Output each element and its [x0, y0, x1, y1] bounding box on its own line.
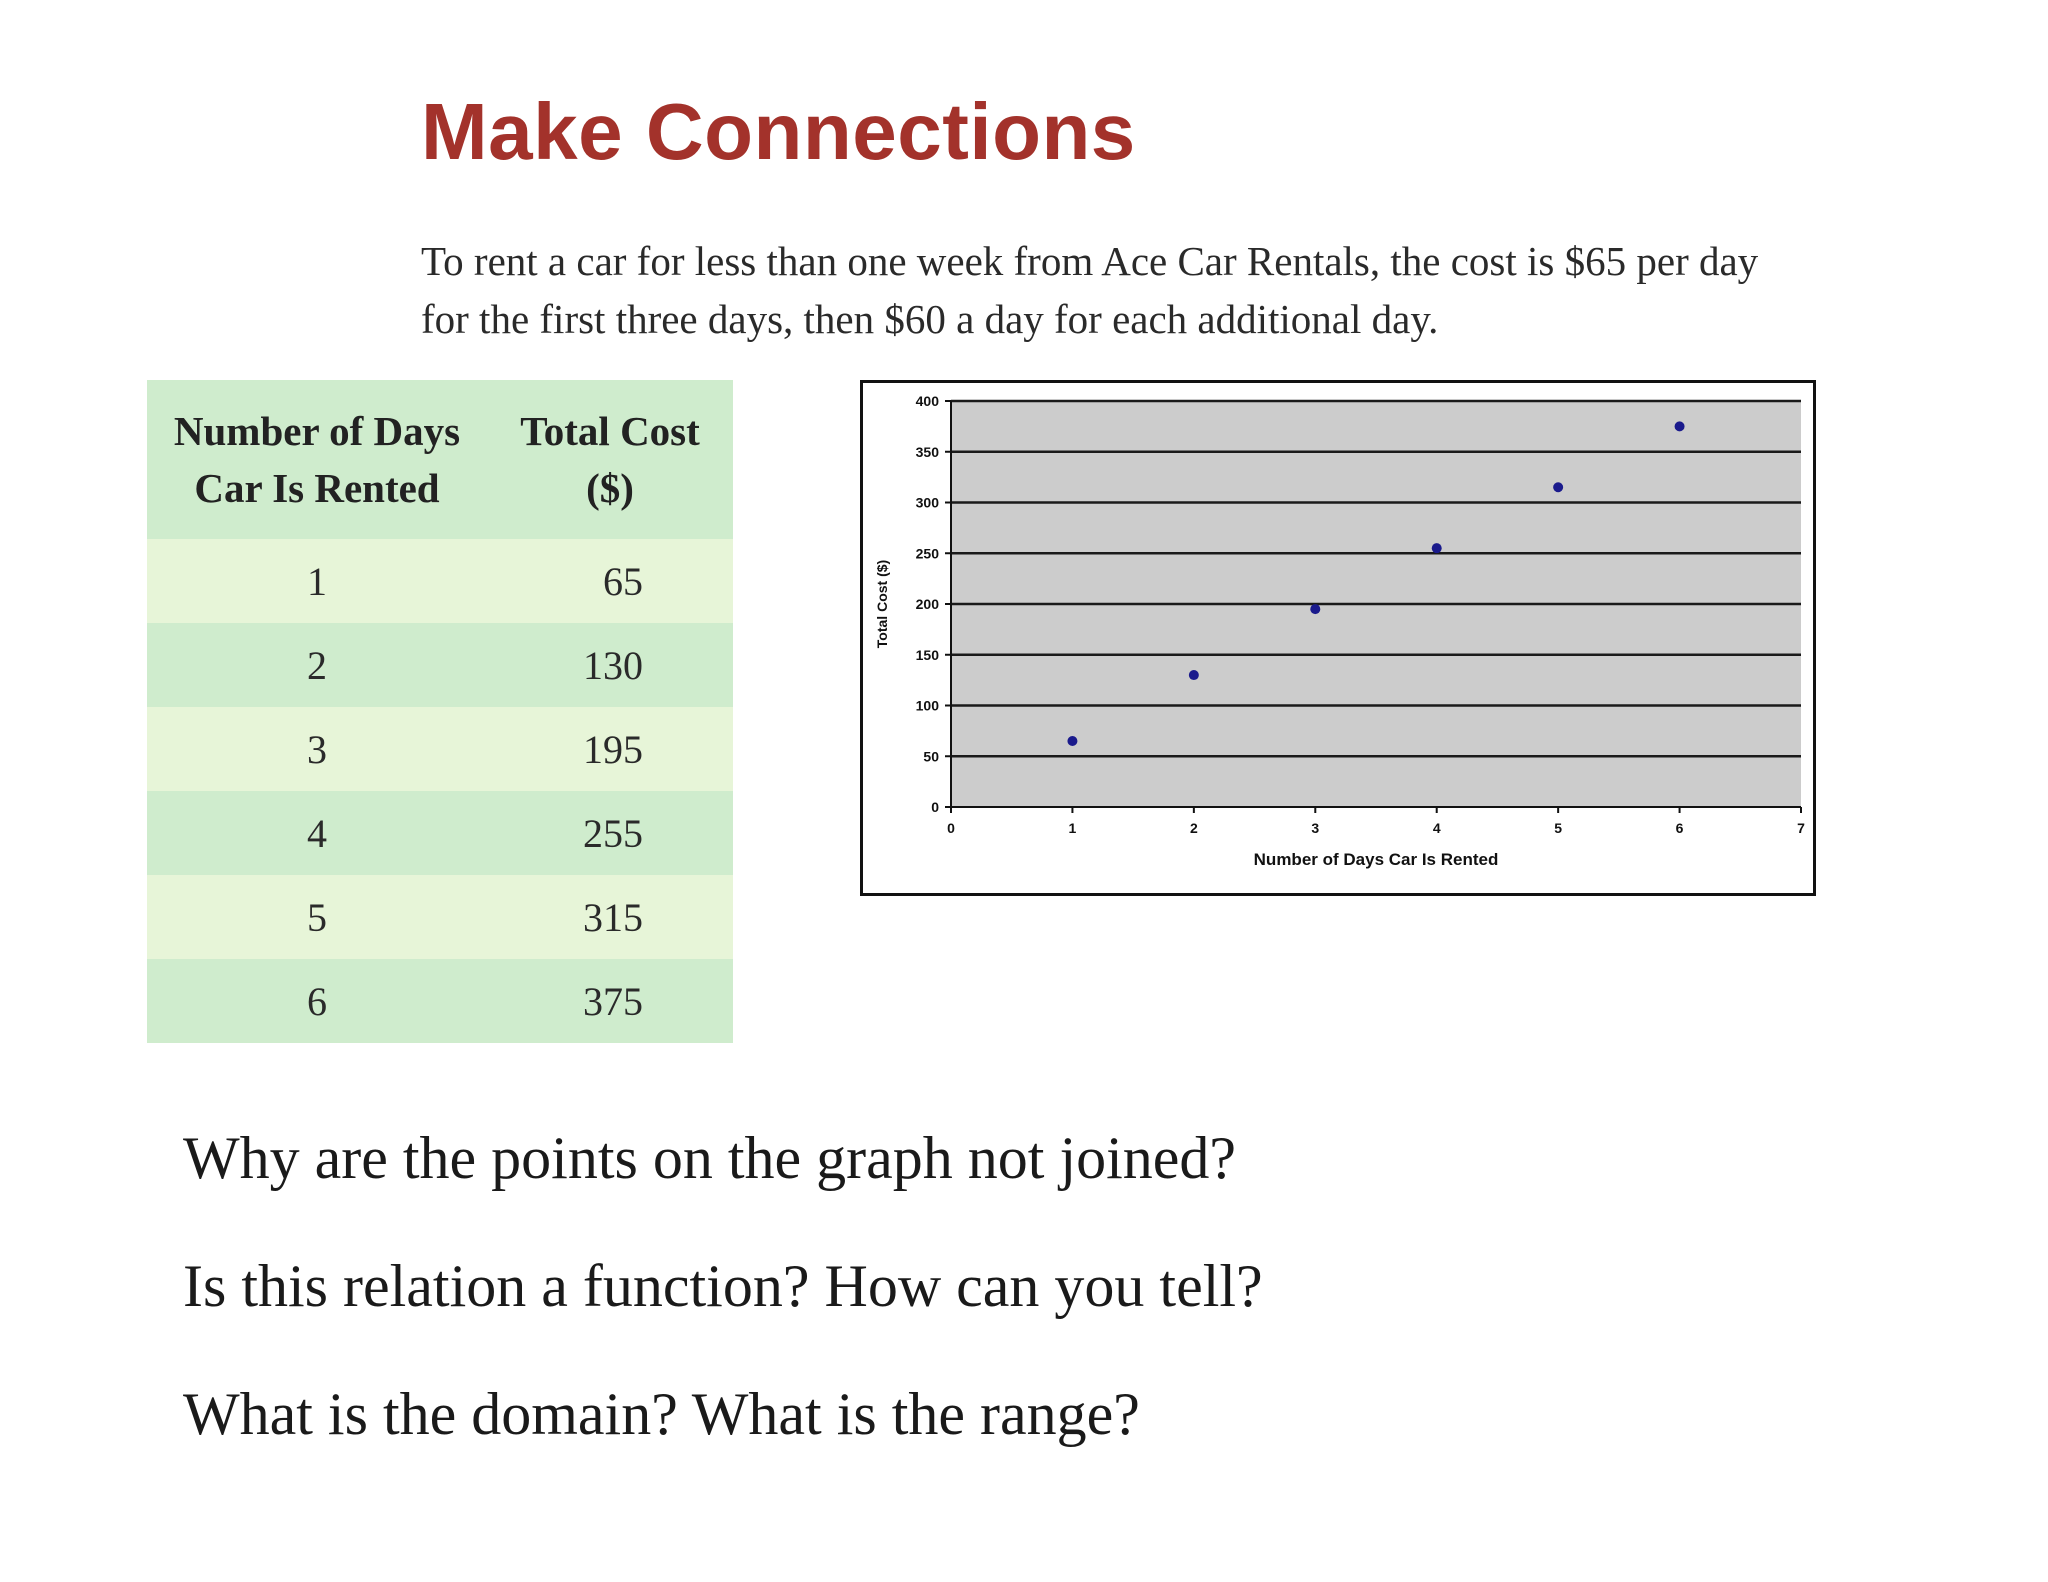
cell-cost: 255 — [487, 791, 733, 875]
intro-line-1: To rent a car for less than one week from Ace Car Rentals, the cost is $65 per day — [421, 238, 1759, 284]
y-tick-label-200: 200 — [915, 596, 939, 612]
table-row — [147, 791, 733, 875]
x-tick-label-6: 6 — [1675, 820, 1684, 836]
rental-cost-table — [147, 380, 733, 1043]
header-days-line-2: Car Is Rented — [194, 464, 440, 511]
header-days — [147, 380, 487, 539]
y-axis-title: Total Cost ($) — [874, 559, 890, 649]
header-cost-line-2: ($) — [586, 464, 634, 511]
y-tick-label-0: 0 — [931, 799, 939, 815]
intro-paragraph — [421, 232, 1841, 348]
data-point-3 — [1310, 604, 1320, 614]
header-days-line-1: Number of Days — [173, 407, 461, 454]
x-axis-title: Number of Days Car Is Rented — [1253, 850, 1499, 869]
table-row — [147, 875, 733, 959]
x-tick-label-1: 1 — [1068, 820, 1077, 836]
cell-days: 1 — [147, 539, 487, 623]
cell-days: 6 — [147, 959, 487, 1043]
table-row — [147, 539, 733, 623]
data-point-1 — [1067, 736, 1077, 746]
table-row — [147, 959, 733, 1043]
question-3: What is the domain? What is the range? — [183, 1381, 1140, 1447]
x-tick-label-2: 2 — [1189, 820, 1198, 836]
data-point-2 — [1189, 670, 1199, 680]
y-tick-label-350: 350 — [915, 443, 939, 460]
cell-days: 3 — [147, 707, 487, 791]
header-cost-line-1: Total Cost — [520, 407, 700, 454]
data-point-6 — [1675, 421, 1685, 431]
scatter-chart-frame — [860, 380, 1816, 896]
x-tick-label-3: 3 — [1311, 820, 1320, 836]
cell-days: 5 — [147, 875, 487, 959]
cell-cost: 315 — [487, 875, 733, 959]
cell-cost: 130 — [487, 623, 733, 707]
cell-days: 2 — [147, 623, 487, 707]
y-tick-label-300: 300 — [915, 494, 939, 511]
page-title: Make Connections — [421, 87, 1136, 176]
x-tick-label-5: 5 — [1554, 820, 1563, 836]
table-row — [147, 623, 733, 707]
x-tick-label-4: 4 — [1432, 820, 1441, 836]
intro-line-2: for the first three days, then $60 a day for each additional day. — [421, 296, 1439, 342]
cell-days: 4 — [147, 791, 487, 875]
scatter-chart — [863, 383, 1813, 893]
x-tick-label-7: 7 — [1797, 820, 1805, 836]
header-cost — [487, 380, 733, 539]
x-tick-label-0: 0 — [947, 820, 955, 836]
y-tick-label-50: 50 — [923, 748, 939, 765]
y-tick-label-400: 400 — [915, 393, 939, 409]
table-header-row — [147, 380, 733, 539]
data-point-5 — [1553, 482, 1563, 492]
cell-cost: 375 — [487, 959, 733, 1043]
discussion-questions — [183, 1125, 1263, 1512]
y-tick-label-150: 150 — [915, 646, 939, 663]
y-tick-label-100: 100 — [915, 697, 939, 714]
question-2: Is this relation a function? How can you tell? — [183, 1253, 1263, 1319]
cell-cost: 195 — [487, 707, 733, 791]
cell-cost: 65 — [487, 539, 733, 623]
table-row — [147, 707, 733, 791]
y-tick-label-250: 250 — [915, 545, 939, 562]
data-point-4 — [1432, 543, 1442, 553]
question-1: Why are the points on the graph not joined? — [183, 1125, 1237, 1191]
